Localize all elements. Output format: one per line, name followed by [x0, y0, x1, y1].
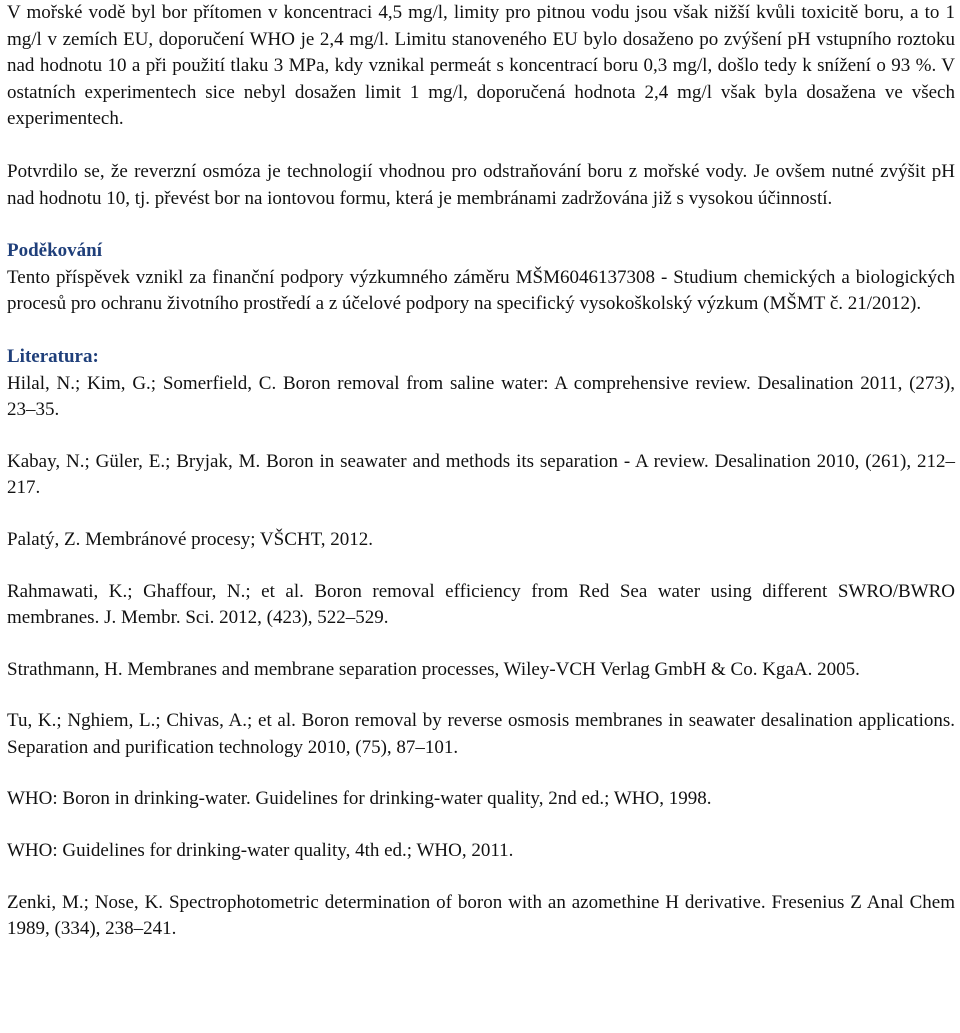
- reference-item: Tu, K.; Nghiem, L.; Chivas, A.; et al. Boron removal by reverse osmosis membranes in seawater desalination applications. Separation and purification technology 2010, (75), 87–101.: [7, 710, 955, 758]
- results-paragraph: V mořské vodě byl bor přítomen v koncentraci 4,5 mg/l, limity pro pitnou vodu jsou však nižší kvůli toxicitě boru, a to 1 mg/l v zemích EU, doporučení WHO je 2,4 mg/l. Limitu stanoveného EU bylo dosaženo po zvýšení pH vstupního roztoku nad hodnotu 10 a při použití tlaku 3 MPa, kdy vznikal permeát s koncentrací boru 0,3 mg/l, došlo tedy k snížení o 93 %. V ostatních experimentech sice nebyl dosažen limit 1 mg/l, doporučená hodnota 2,4 mg/l však byla dosažena ve všech experimentech.: [7, 2, 955, 130]
- reference-list: [7, 371, 955, 943]
- reference-item: Zenki, M.; Nose, K. Spectrophotometric determination of boron with an azomethine H derivative. Fresenius Z Anal Chem 1989, (334), 238–241.: [7, 891, 955, 940]
- reference-item: WHO: Boron in drinking-water. Guidelines for drinking-water quality, 2nd ed.; WHO, 1998.: [7, 788, 712, 810]
- conclusion-paragraph: Potvrdilo se, že reverzní osmóza je technologií vhodnou pro odstraňování boru z mořské vody. Je ovšem nutné zvýšit pH nad hodnotu 10, tj. převést bor na iontovou formu, která je membránami zadržována již s vysokou účinností.: [7, 160, 955, 209]
- reference-item: Palatý, Z. Membránové procesy; VŠCHT, 2012.: [7, 528, 374, 550]
- reference-item: Strathmann, H. Membranes and membrane separation processes, Wiley-VCH Verlag GmbH & Co. KgaA. 2005.: [7, 658, 860, 680]
- reference-item: Kabay, N.; Güler, E.; Bryjak, M. Boron in seawater and methods its separation - A review. Desalination 2010, (261), 212–217.: [7, 450, 955, 499]
- references-heading: Literatura:: [7, 345, 99, 367]
- reference-item: WHO: Guidelines for drinking-water quality, 4th ed.; WHO, 2011.: [7, 840, 514, 862]
- acknowledgement-heading: Poděkování: [7, 240, 103, 262]
- reference-item: Hilal, N.; Kim, G.; Somerfield, C. Boron removal from saline water: A comprehensive review. Desalination 2011, (273), 23–35.: [7, 372, 955, 421]
- acknowledgement-text: Tento příspěvek vznikl za finanční podpory výzkumného záměru MŠM6046137308 - Studium chemických a biologických procesů pro ochranu životního prostředí a z účelové podpory na specifický vysokoškolský výzkum (MŠMT č. 21/2012).: [7, 266, 955, 315]
- document-page: [7, 0, 955, 968]
- reference-item: Rahmawati, K.; Ghaffour, N.; et al. Boron removal efficiency from Red Sea water using different SWRO/BWRO membranes. J. Membr. Sci. 2012, (423), 522–529.: [7, 580, 955, 629]
